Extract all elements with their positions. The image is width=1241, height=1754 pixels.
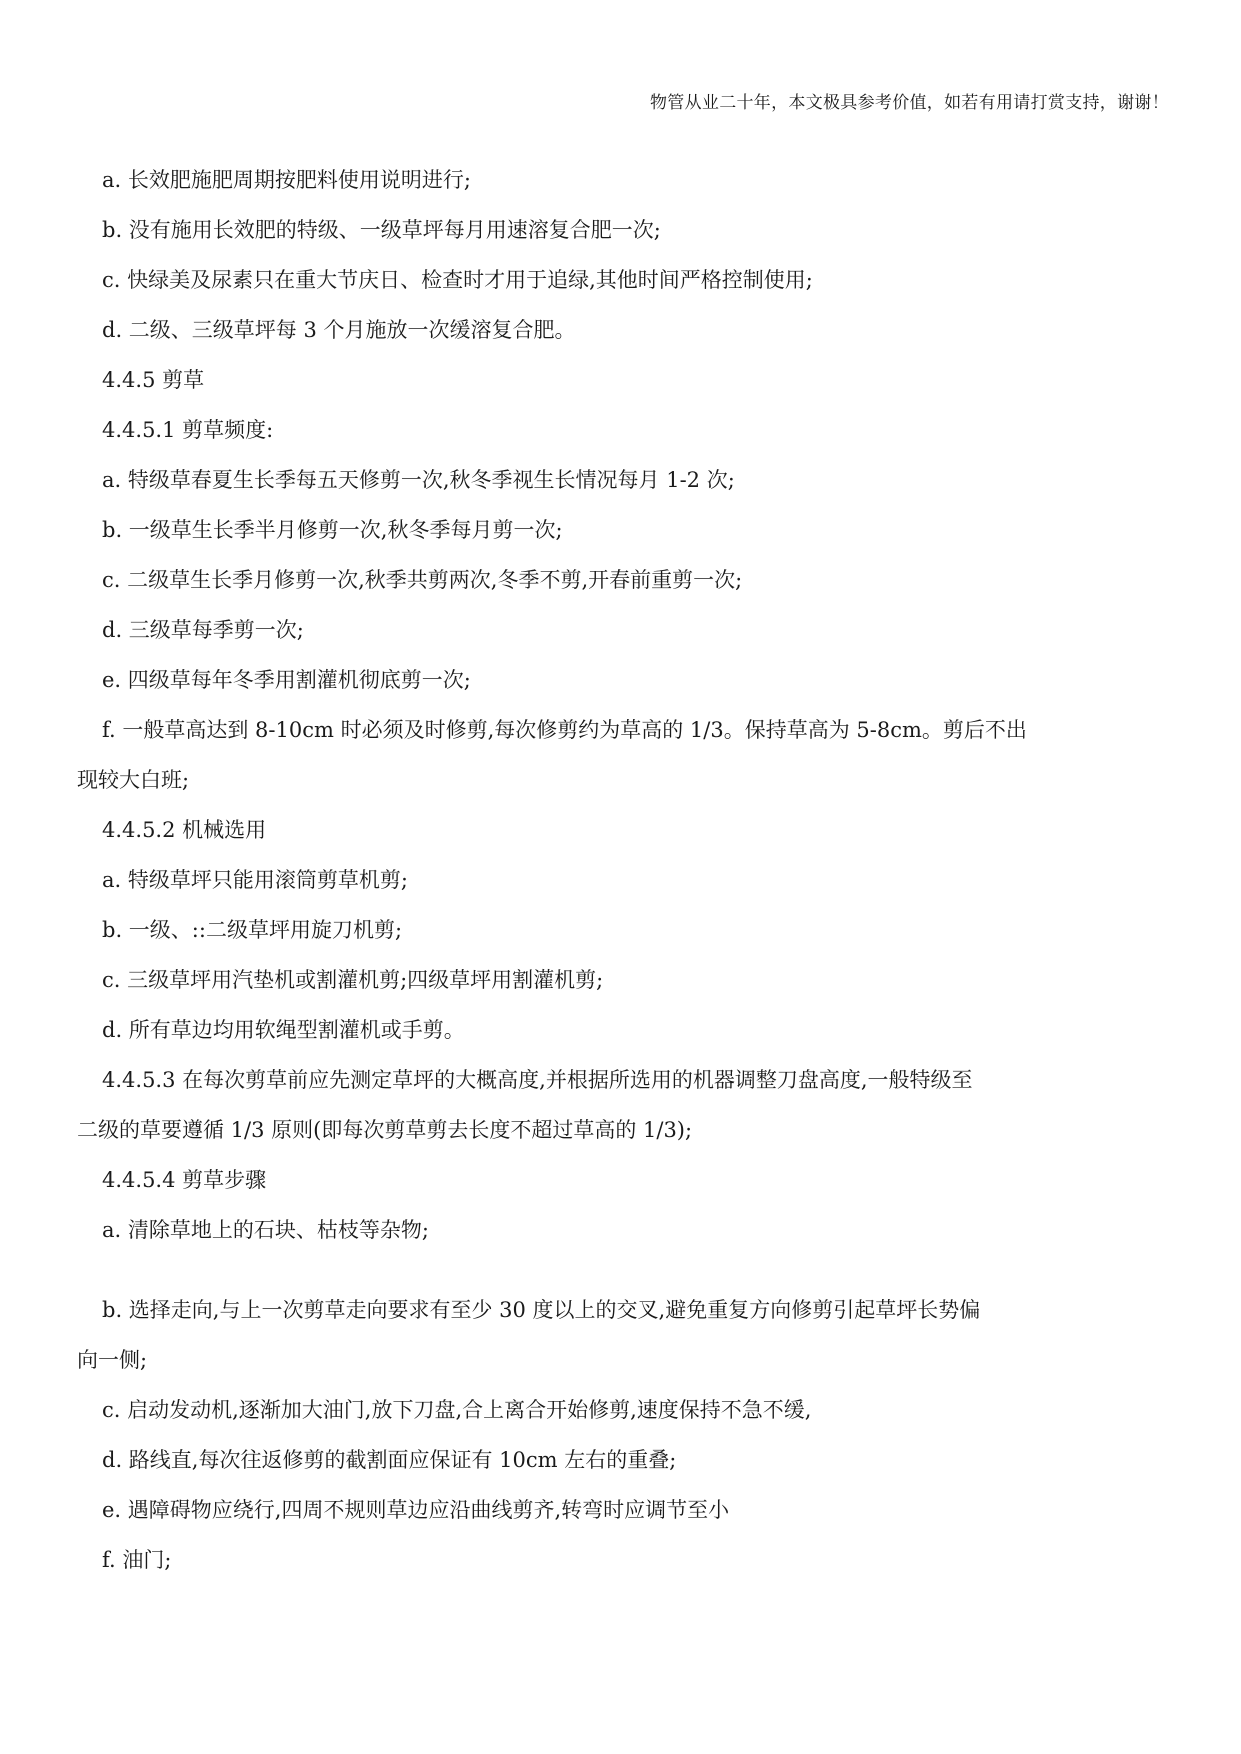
paragraph-line: c. 二级草生长季月修剪一次,秋季共剪两次,冬季不剪,开春前重剪一次;: [102, 568, 743, 592]
document-body: [77, 155, 1167, 1585]
paragraph-line: b. 选择走向,与上一次剪草走向要求有至少 30 度以上的交叉,避免重复方向修剪引起草坪长势偏: [102, 1298, 981, 1322]
paragraph-line: c. 启动发动机,逐渐加大油门,放下刀盘,合上离合开始修剪,速度保持不急不缓,: [102, 1398, 812, 1422]
paragraph-line: 4.4.5.3 在每次剪草前应先测定草坪的大概高度,并根据所选用的机器调整刀盘高度,一般特级至: [102, 1068, 973, 1092]
subsection-heading: 4.4.5.2 机械选用: [102, 818, 267, 842]
paragraph-line: b. 没有施用长效肥的特级、一级草坪每月用速溶复合肥一次;: [102, 218, 661, 242]
paragraph-line: c. 三级草坪用汽垫机或割灌机剪;四级草坪用割灌机剪;: [102, 968, 604, 992]
paragraph-line: a. 特级草坪只能用滚筒剪草机剪;: [102, 868, 408, 892]
subsection-heading: 4.4.5.1 剪草频度:: [102, 418, 274, 442]
paragraph-line: d. 路线直,每次往返修剪的截割面应保证有 10cm 左右的重叠;: [102, 1448, 677, 1472]
paragraph-line: b. 一级草生长季半月修剪一次,秋冬季每月剪一次;: [102, 518, 563, 542]
paragraph-line: d. 所有草边均用软绳型割灌机或手剪。: [102, 1018, 465, 1042]
paragraph-line: e. 遇障碍物应绕行,四周不规则草边应沿曲线剪齐,转弯时应调节至小: [102, 1498, 730, 1522]
paragraph-line: a. 长效肥施肥周期按肥料使用说明进行;: [102, 168, 471, 192]
paragraph-line: a. 清除草地上的石块、枯枝等杂物;: [102, 1218, 429, 1242]
paragraph-line: f. 油门;: [102, 1548, 172, 1572]
header-note: 物管从业二十年，本文极具参考价值，如若有用请打赏支持，谢谢！: [650, 93, 1169, 113]
paragraph-continuation: 向一侧;: [77, 1348, 148, 1372]
paragraph-line: e. 四级草每年冬季用割灌机彻底剪一次;: [102, 668, 471, 692]
paragraph-continuation: 二级的草要遵循 1/3 原则(即每次剪草剪去长度不超过草高的 1/3);: [77, 1118, 693, 1142]
paragraph-line: d. 三级草每季剪一次;: [102, 618, 304, 642]
paragraph-line: f. 一般草高达到 8-10cm 时必须及时修剪,每次修剪约为草高的 1/3。保持草高为 5-8cm。剪后不出: [102, 718, 1027, 742]
paragraph-line: b. 一级、::二级草坪用旋刀机剪;: [102, 918, 403, 942]
paragraph-continuation: 现较大白班;: [77, 768, 190, 792]
paragraph-gap: [77, 1255, 1167, 1285]
paragraph-line: d. 二级、三级草坪每 3 个月施放一次缓溶复合肥。: [102, 318, 576, 342]
paragraph-line: a. 特级草春夏生长季每五天修剪一次,秋冬季视生长情况每月 1-2 次;: [102, 468, 735, 492]
section-heading: 4.4.5 剪草: [102, 368, 205, 392]
subsection-heading: 4.4.5.4 剪草步骤: [102, 1168, 267, 1192]
paragraph-line: c. 快绿美及尿素只在重大节庆日、检查时才用于追绿,其他时间严格控制使用;: [102, 268, 813, 292]
